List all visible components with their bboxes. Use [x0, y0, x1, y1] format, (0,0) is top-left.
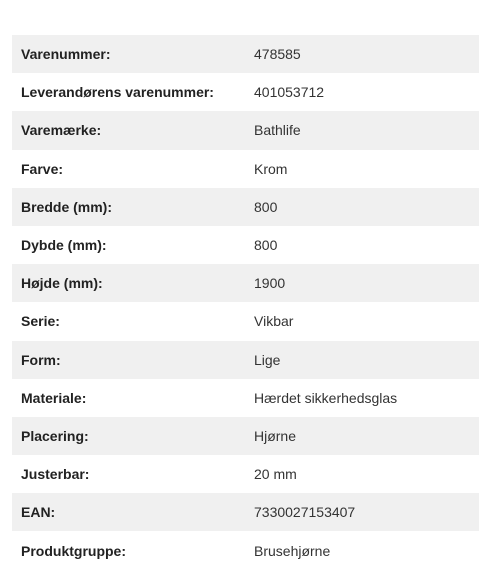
spec-value: Bathlife	[254, 122, 301, 139]
spec-row-leverandoer-varenummer	[12, 73, 479, 111]
spec-row-serie	[12, 302, 479, 340]
spec-value: Brusehjørne	[254, 542, 331, 559]
spec-label: Varemærke:	[21, 122, 102, 139]
spec-label: Serie:	[21, 313, 60, 330]
spec-row-bredde	[12, 188, 479, 226]
spec-value: Krom	[254, 160, 288, 177]
spec-row-farve	[12, 150, 479, 188]
spec-row-justerbar	[12, 455, 479, 493]
spec-row-hoejde	[12, 264, 479, 302]
spec-label: EAN:	[21, 504, 56, 521]
spec-row-varenummer	[12, 35, 479, 73]
spec-value: Vikbar	[254, 313, 294, 330]
spec-label: Leverandørens varenummer:	[21, 84, 214, 101]
spec-value: 800	[254, 198, 278, 215]
spec-value: Hjørne	[254, 427, 297, 444]
spec-label: Højde (mm):	[21, 275, 103, 292]
spec-row-ean	[12, 493, 479, 531]
spec-label: Form:	[21, 351, 61, 368]
spec-label: Dybde (mm):	[21, 237, 107, 254]
spec-row-placering	[12, 417, 479, 455]
spec-label: Materiale:	[21, 389, 87, 406]
spec-label: Justerbar:	[21, 466, 90, 483]
spec-label: Varenummer:	[21, 46, 111, 63]
spec-value: 1900	[254, 275, 286, 292]
product-spec-table	[12, 35, 479, 570]
spec-row-varemaerke	[12, 111, 479, 149]
spec-label: Placering:	[21, 427, 89, 444]
spec-value: 7330027153407	[254, 504, 356, 521]
spec-row-produktgruppe	[12, 531, 479, 569]
spec-label: Bredde (mm):	[21, 198, 113, 215]
spec-value: 478585	[254, 46, 301, 63]
spec-row-materiale	[12, 379, 479, 417]
spec-label: Produktgruppe:	[21, 542, 126, 559]
spec-value: 800	[254, 237, 278, 254]
spec-value: 20 mm	[254, 466, 297, 483]
spec-value: Lige	[254, 351, 281, 368]
spec-value: Hærdet sikkerhedsglas	[254, 389, 398, 406]
spec-row-form	[12, 341, 479, 379]
spec-label: Farve:	[21, 160, 64, 177]
spec-row-dybde	[12, 226, 479, 264]
spec-value: 401053712	[254, 84, 325, 101]
